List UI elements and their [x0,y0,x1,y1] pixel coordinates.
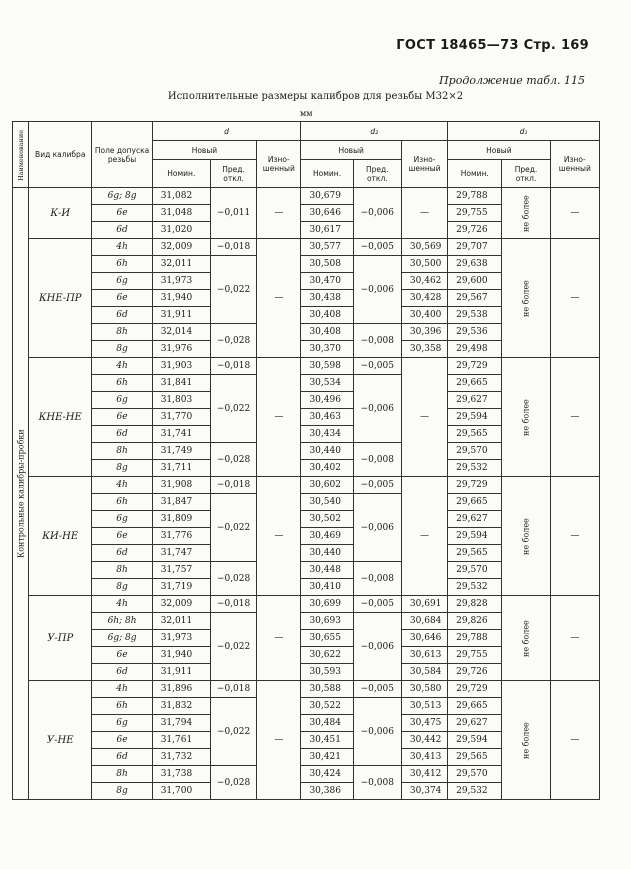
col-d1-nomin: Номин. [448,160,502,188]
d-nomin: 31,776 [152,528,210,545]
d1-nomin: 29,538 [448,307,502,324]
d1-nomin: 29,565 [448,749,502,766]
pole-cell: 6d [92,664,152,681]
d2-nomin: 30,496 [301,392,353,409]
gauge-name: У-НЕ [29,681,92,800]
pole-cell: 6g; 8g [92,188,152,205]
d1-nomin: 29,729 [448,681,502,698]
d-nomin: 31,749 [152,443,210,460]
d-nomin: 31,732 [152,749,210,766]
col-pole: Поле допуска резьбы [92,122,152,188]
d1-nomin: 29,567 [448,290,502,307]
d1-nomin: 29,570 [448,443,502,460]
d2-dev: −0,006 [353,188,401,239]
d2-nomin: 30,588 [301,681,353,698]
d1-nomin: 29,755 [448,647,502,664]
d2-worn: — [401,188,447,239]
col-d-worn: Изно-шенный [257,141,301,188]
pole-cell: 4h [92,358,152,375]
pole-cell: 6g; 8g [92,630,152,647]
d2-dev: −0,008 [353,766,401,800]
d2-worn: 30,580 [401,681,447,698]
pole-cell: 6e [92,290,152,307]
d2-worn: 30,613 [401,647,447,664]
pole-cell: 8g [92,341,152,358]
d-dev: −0,022 [210,256,256,324]
d2-worn: 30,684 [401,613,447,630]
d-nomin: 31,082 [152,188,210,205]
pole-cell: 6h [92,256,152,273]
pole-cell: 6h [92,698,152,715]
d2-nomin: 30,440 [301,443,353,460]
col-d1-pred: Пред. откл. [502,160,550,188]
d2-worn: 30,400 [401,307,447,324]
pole-cell: 6h [92,494,152,511]
d1-nomin: 29,565 [448,426,502,443]
d-nomin: 31,911 [152,307,210,324]
d2-dev: −0,008 [353,443,401,477]
d-nomin: 31,973 [152,273,210,290]
d2-dev: −0,005 [353,681,401,698]
pole-cell: 6e [92,409,152,426]
d2-dev: −0,008 [353,562,401,596]
d-nomin: 32,014 [152,324,210,341]
d2-worn: 30,442 [401,732,447,749]
d-dev: −0,018 [210,596,256,613]
d2-worn: 30,500 [401,256,447,273]
d-nomin: 31,747 [152,545,210,562]
d2-nomin: 30,408 [301,324,353,341]
col-d2-nomin: Номин. [301,160,353,188]
d2-nomin: 30,438 [301,290,353,307]
d2-dev: −0,006 [353,698,401,766]
col-d-new: Новый [152,141,257,160]
d-nomin: 32,009 [152,239,210,256]
d2-dev: −0,006 [353,613,401,681]
d2-worn: 30,413 [401,749,447,766]
d1-nomin: 29,665 [448,698,502,715]
d1-nomin: 29,600 [448,273,502,290]
d-dev: −0,028 [210,766,256,800]
d1-nomin: 29,665 [448,494,502,511]
pole-cell: 6d [92,749,152,766]
d-nomin: 31,020 [152,222,210,239]
d1-nomin: 29,594 [448,528,502,545]
d-worn: — [257,596,301,681]
d2-nomin: 30,484 [301,715,353,732]
d-nomin: 31,809 [152,511,210,528]
d1-worn: — [550,358,599,477]
d-nomin: 31,741 [152,426,210,443]
page-header: ГОСТ 18465—73 Стр. 169 [396,38,589,53]
d-nomin: 31,841 [152,375,210,392]
d2-dev: −0,005 [353,358,401,375]
d2-nomin: 30,424 [301,766,353,783]
d2-nomin: 30,679 [301,188,353,205]
table-continuation: Продолжение табл. 115 [439,74,585,87]
d1-nomin: 29,826 [448,613,502,630]
d2-worn: 30,396 [401,324,447,341]
d-nomin: 31,940 [152,290,210,307]
d2-nomin: 30,602 [301,477,353,494]
d2-dev: −0,006 [353,256,401,324]
d2-nomin: 30,448 [301,562,353,579]
col-d-pred: Пред. откл. [210,160,256,188]
d2-nomin: 30,693 [301,613,353,630]
d2-worn: 30,412 [401,766,447,783]
pole-cell: 6e [92,528,152,545]
pole-cell: 6g [92,715,152,732]
d2-worn: 30,646 [401,630,447,647]
d2-nomin: 30,622 [301,647,353,664]
gauge-table [12,121,600,800]
col-vid: Вид калибра [29,122,92,188]
d-nomin: 31,757 [152,562,210,579]
d2-nomin: 30,508 [301,256,353,273]
col-d-nomin: Номин. [152,160,210,188]
d-nomin: 32,011 [152,613,210,630]
d1-nomin: 29,726 [448,222,502,239]
d2-worn: 30,358 [401,341,447,358]
d-worn: — [257,477,301,596]
d2-nomin: 30,440 [301,545,353,562]
d-nomin: 31,770 [152,409,210,426]
d2-dev: −0,008 [353,324,401,358]
pole-cell: 6e [92,647,152,664]
d2-nomin: 30,410 [301,579,353,596]
d2-nomin: 30,463 [301,409,353,426]
d2-dev: −0,005 [353,239,401,256]
table-title: Исполнительные размеры калибров для резьбы М32×2 [167,91,464,102]
d1-dev: не более [502,239,550,358]
d2-nomin: 30,577 [301,239,353,256]
d-dev: −0,028 [210,562,256,596]
d2-worn: — [401,477,447,596]
d1-dev: не более [502,596,550,681]
pole-cell: 4h [92,596,152,613]
d1-nomin: 29,594 [448,409,502,426]
pole-cell: 8g [92,579,152,596]
d1-dev: не более [502,358,550,477]
col-d1-worn: Изно-шенный [550,141,599,188]
d2-dev: −0,005 [353,477,401,494]
pole-cell: 8h [92,443,152,460]
d-nomin: 31,761 [152,732,210,749]
d1-nomin: 29,498 [448,341,502,358]
d2-nomin: 30,370 [301,341,353,358]
d-nomin: 31,847 [152,494,210,511]
d-nomin: 31,711 [152,460,210,477]
d1-nomin: 29,532 [448,460,502,477]
d2-worn: 30,584 [401,664,447,681]
d1-nomin: 29,570 [448,766,502,783]
d-nomin: 31,896 [152,681,210,698]
d1-nomin: 29,536 [448,324,502,341]
d-nomin: 31,832 [152,698,210,715]
d2-worn: — [401,358,447,477]
d-nomin: 31,794 [152,715,210,732]
d-nomin: 31,803 [152,392,210,409]
pole-cell: 4h [92,239,152,256]
d1-nomin: 29,594 [448,732,502,749]
col-d1-new: Новый [448,141,551,160]
d1-nomin: 29,565 [448,545,502,562]
d2-nomin: 30,470 [301,273,353,290]
pole-cell: 8g [92,783,152,800]
d2-nomin: 30,386 [301,783,353,800]
d-dev: −0,022 [210,698,256,766]
d2-nomin: 30,699 [301,596,353,613]
d-dev: −0,018 [210,358,256,375]
d-worn: — [257,188,301,239]
pole-cell: 6e [92,732,152,749]
d1-nomin: 29,707 [448,239,502,256]
d1-nomin: 29,755 [448,205,502,222]
d1-nomin: 29,828 [448,596,502,613]
col-d2: d₂ [301,122,448,141]
d-nomin: 32,011 [152,256,210,273]
col-d2-pred: Пред. откл. [353,160,401,188]
d2-dev: −0,006 [353,375,401,443]
d2-nomin: 30,522 [301,698,353,715]
d2-nomin: 30,593 [301,664,353,681]
d-dev: −0,018 [210,681,256,698]
d1-nomin: 29,638 [448,256,502,273]
pole-cell: 8h [92,562,152,579]
d1-nomin: 29,788 [448,630,502,647]
col-d: d [152,122,301,141]
col-naimenovanie: Наименование [13,122,29,188]
col-d2-new: Новый [301,141,401,160]
d1-nomin: 29,532 [448,783,502,800]
d1-nomin: 29,627 [448,715,502,732]
d2-nomin: 30,402 [301,460,353,477]
d1-dev: не более [502,681,550,800]
d-dev: −0,028 [210,324,256,358]
d2-worn: 30,428 [401,290,447,307]
d2-worn: 30,462 [401,273,447,290]
d2-worn: 30,569 [401,239,447,256]
gauge-name: КИ-НЕ [29,477,92,596]
d-dev: −0,018 [210,239,256,256]
pole-cell: 6g [92,392,152,409]
d2-dev: −0,005 [353,596,401,613]
d-dev: −0,011 [210,188,256,239]
d-dev: −0,022 [210,613,256,681]
gauge-name: КНЕ-ПР [29,239,92,358]
d2-nomin: 30,502 [301,511,353,528]
d-dev: −0,022 [210,375,256,443]
d1-dev: не более [502,188,550,239]
pole-cell: 8g [92,460,152,477]
pole-cell: 6d [92,426,152,443]
pole-cell: 6h [92,375,152,392]
unit-label: мм [300,109,313,118]
d-nomin: 31,700 [152,783,210,800]
pole-cell: 6h; 8h [92,613,152,630]
d-nomin: 31,048 [152,205,210,222]
d1-worn: — [550,596,599,681]
d2-worn: 30,513 [401,698,447,715]
d2-nomin: 30,655 [301,630,353,647]
col-d1: d₁ [448,122,600,141]
d-nomin: 31,719 [152,579,210,596]
d2-dev: −0,006 [353,494,401,562]
d1-nomin: 29,729 [448,477,502,494]
pole-cell: 4h [92,681,152,698]
gauge-name: КНЕ-НЕ [29,358,92,477]
d-nomin: 31,911 [152,664,210,681]
d1-worn: — [550,681,599,800]
d2-nomin: 30,451 [301,732,353,749]
pole-cell: 6d [92,545,152,562]
d2-worn: 30,374 [401,783,447,800]
d2-worn: 30,475 [401,715,447,732]
d-dev: −0,018 [210,477,256,494]
d-nomin: 31,940 [152,647,210,664]
d2-nomin: 30,408 [301,307,353,324]
d-nomin: 31,738 [152,766,210,783]
d1-nomin: 29,627 [448,511,502,528]
pole-cell: 6g [92,511,152,528]
gauge-name: К-И [29,188,92,239]
d1-dev: не более [502,477,550,596]
d1-worn: — [550,239,599,358]
d-worn: — [257,239,301,358]
pole-cell: 8h [92,766,152,783]
d2-nomin: 30,421 [301,749,353,766]
d1-worn: — [550,188,599,239]
d2-nomin: 30,540 [301,494,353,511]
d-dev: −0,028 [210,443,256,477]
pole-cell: 8h [92,324,152,341]
d1-worn: — [550,477,599,596]
d2-nomin: 30,617 [301,222,353,239]
d2-nomin: 30,646 [301,205,353,222]
d-nomin: 31,976 [152,341,210,358]
d1-nomin: 29,665 [448,375,502,392]
group-label: Контрольные калибры-пробки [13,188,29,800]
d1-nomin: 29,726 [448,664,502,681]
d2-nomin: 30,534 [301,375,353,392]
pole-cell: 6g [92,273,152,290]
d-nomin: 31,973 [152,630,210,647]
d1-nomin: 29,788 [448,188,502,205]
d-nomin: 31,903 [152,358,210,375]
d2-worn: 30,691 [401,596,447,613]
pole-cell: 6e [92,205,152,222]
d2-nomin: 30,434 [301,426,353,443]
d1-nomin: 29,729 [448,358,502,375]
pole-cell: 6d [92,222,152,239]
d-worn: — [257,681,301,800]
d1-nomin: 29,570 [448,562,502,579]
d2-nomin: 30,469 [301,528,353,545]
d2-nomin: 30,598 [301,358,353,375]
d-nomin: 32,009 [152,596,210,613]
pole-cell: 4h [92,477,152,494]
d-dev: −0,022 [210,494,256,562]
d-worn: — [257,358,301,477]
d-nomin: 31,908 [152,477,210,494]
gauge-name: У-ПР [29,596,92,681]
pole-cell: 6d [92,307,152,324]
col-d2-worn: Изно-шенный [401,141,447,188]
d1-nomin: 29,532 [448,579,502,596]
d1-nomin: 29,627 [448,392,502,409]
